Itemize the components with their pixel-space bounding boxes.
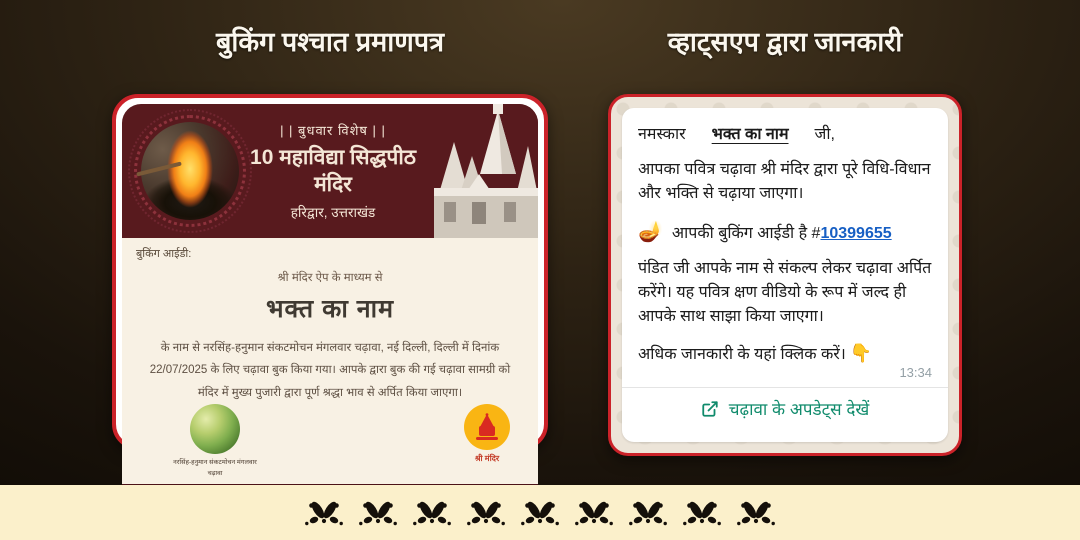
lotus-motif-icon: [305, 499, 343, 526]
view-updates-label: चढ़ावा के अपडेट्स देखें: [728, 400, 870, 420]
lotus-motif-icon: [629, 499, 667, 526]
havan-photo: [134, 115, 246, 227]
bubble-divider: [622, 387, 948, 388]
lotus-motif-icon: [467, 499, 505, 526]
booking-id-label: बुकिंग आईडी:: [136, 248, 192, 260]
greeting-suffix: जी,: [814, 126, 835, 143]
booking-id-link[interactable]: 10399655: [820, 225, 892, 243]
offering-logo-caption: [150, 458, 280, 479]
offering-photo-icon: [190, 404, 240, 454]
message-timestamp: 13:34: [899, 365, 932, 381]
right-section-title: व्हाट्सएप द्वारा जानकारी: [667, 27, 903, 57]
diya-lamp-icon: 🪔: [638, 221, 663, 244]
whatsapp-card: [608, 94, 962, 456]
lotus-motif-icon: [575, 499, 613, 526]
left-section-title: बुकिंग पश्चात प्रमाणपत्र: [216, 27, 444, 57]
offering-caption-line1: नरसिंह-हनुमान संकटमोचन मंगलवार: [173, 459, 257, 467]
devotee-name: भक्त का नाम: [265, 295, 395, 323]
bottom-decorative-band: [0, 485, 1080, 540]
booking-id-text: [672, 221, 892, 243]
view-updates-button[interactable]: [638, 397, 932, 420]
sri-mandir-caption: श्री मंदिर: [474, 454, 500, 464]
certificate-body: [122, 238, 538, 484]
greeting-prefix: नमस्कार: [638, 126, 686, 143]
certificate-header-text: [246, 121, 420, 221]
motif-row: [305, 499, 775, 526]
message-paragraph-2: पंडित जी आपके नाम से संकल्प लेकर चढ़ावा अर्पित करेंगे। यह पवित्र क्षण वीडियो के रूप में जल्द ही आपके साथ साझा किया जाएगा।: [638, 260, 932, 325]
booking-id-prefix: आपकी बुकिंग आईडी है #: [671, 225, 821, 243]
temple-name: 10 महाविद्या सिद्धपीठ मंदिर: [250, 146, 416, 196]
devotee-name-placeholder: भक्त का नाम: [711, 126, 789, 143]
point-down-icon: 👇: [849, 342, 873, 363]
temple-photo: [420, 104, 538, 238]
lotus-motif-icon: [521, 499, 559, 526]
temple-location: हरिद्वार, उत्तराखंड: [290, 204, 376, 220]
certificate-header: [122, 104, 538, 238]
cta-text: अधिक जानकारी के यहां क्लिक करें।: [638, 346, 846, 364]
sri-mandir-logo-block: [464, 404, 510, 464]
greeting-line: [638, 122, 932, 144]
sri-mandir-logo-icon: [464, 404, 510, 450]
cta-line: [638, 342, 932, 364]
lotus-motif-icon: [413, 499, 451, 526]
lotus-motif-icon: [737, 499, 775, 526]
offering-logo-block: [150, 404, 280, 479]
certificate-card: [112, 94, 548, 477]
lotus-motif-icon: [683, 499, 721, 526]
certificate-description: के नाम से नरसिंह-हनुमान संकटमोचन मंगलवार चढ़ावा, नई दिल्ली, दिल्ली में दिनांक 22/07/2025 के लिए चढ़ावा बुक किया गया। आपके द्वारा बुक की गई चढ़ावा सामग्री को मंदिर में मुख्य पुजारी द्वारा पूर्ण श्रद्धा भाव से अर्पित किया जाएगा।: [149, 342, 511, 399]
whatsapp-message-bubble: [622, 108, 948, 442]
via-app-line: श्री मंदिर ऐप के माध्यम से: [277, 272, 383, 284]
message-paragraph-1: आपका पवित्र चढ़ावा श्री मंदिर द्वारा पूरे विधि-विधान और भक्ति से चढ़ाया जाएगा।: [638, 161, 931, 202]
booking-id-line: [638, 221, 932, 243]
external-link-icon: [701, 400, 719, 418]
lotus-motif-icon: [359, 499, 397, 526]
certificate-logos-row: [136, 404, 524, 484]
offering-caption-line2: चढ़ावा: [207, 469, 223, 477]
special-day-badge: | | बुधवार विशेष | |: [280, 123, 386, 139]
